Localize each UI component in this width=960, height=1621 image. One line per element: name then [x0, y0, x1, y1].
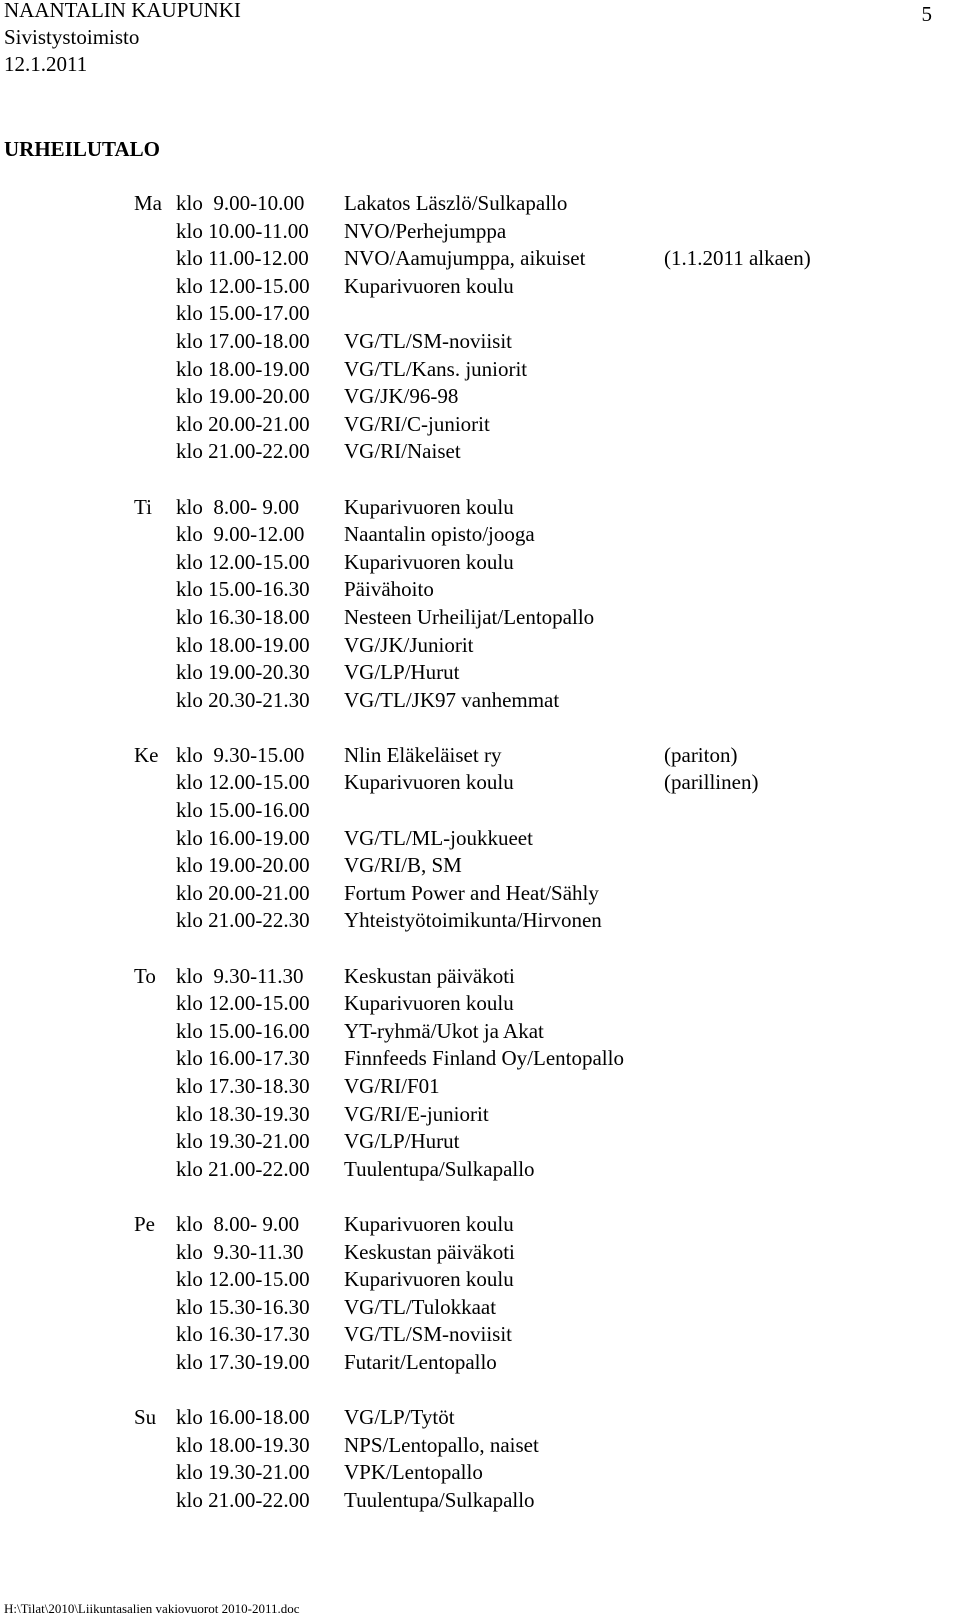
schedule-row [0, 1073, 960, 1101]
schedule-row [0, 1487, 960, 1515]
schedule-row [0, 659, 960, 687]
time-slot: klo 21.00-22.30 [176, 908, 310, 933]
time-slot: klo 18.00-19.00 [176, 632, 310, 657]
time-slot: klo 19.00-20.00 [176, 384, 310, 409]
schedule-row [0, 687, 960, 715]
activity-name: Keskustan päiväkoti [344, 963, 515, 988]
activity-name: VG/TL/Kans. juniorit [344, 356, 528, 381]
time-slot: klo 16.30-18.00 [176, 604, 310, 629]
schedule-row [0, 1459, 960, 1487]
time-slot: klo 20.00-21.00 [176, 880, 310, 905]
schedule-row [0, 328, 960, 356]
activity-name: VG/LP/Hurut [344, 1129, 460, 1154]
day-label: Su [134, 1405, 157, 1430]
activity-name: VG/JK/Juniorit [344, 632, 474, 657]
time-slot: klo 12.00-15.00 [176, 770, 310, 795]
time-slot: klo 12.00-15.00 [176, 1267, 310, 1292]
activity-name: VG/TL/SM-noviisit [344, 1322, 513, 1347]
schedule-row [0, 852, 960, 880]
schedule-row [0, 190, 960, 218]
activity-name: VG/RI/B, SM [344, 853, 462, 878]
day-block [0, 1211, 960, 1377]
time-slot: klo 10.00-11.00 [176, 218, 309, 243]
activity-name: Kuparivuoren koulu [344, 549, 514, 574]
time-slot: klo 17.30-18.30 [176, 1074, 310, 1098]
time-slot: klo 15.00-16.00 [176, 798, 310, 823]
time-slot: klo 12.00-15.00 [176, 273, 310, 298]
schedule-row [0, 576, 960, 604]
schedule-row [0, 549, 960, 577]
day-label: To [134, 963, 156, 988]
schedule-row [0, 411, 960, 439]
activity-name: VG/JK/96-98 [344, 384, 459, 409]
schedule-row [0, 1294, 960, 1322]
activity-name: NVO/Perhejumppa [344, 218, 507, 243]
activity-name: Päivähoito [344, 577, 434, 602]
time-slot: klo 19.00-20.30 [176, 660, 310, 685]
time-slot: klo 19.30-21.00 [176, 1460, 310, 1485]
time-slot: klo 9.00-12.00 [176, 522, 305, 547]
schedule-row [0, 769, 960, 797]
schedule-row [0, 218, 960, 246]
activity-name: Futarit/Lentopallo [344, 1349, 497, 1374]
time-slot: klo 21.00-22.00 [176, 1487, 310, 1512]
activity-name: Finnfeeds Finland Oy/Lentopallo [344, 1046, 624, 1071]
schedule-row [0, 825, 960, 853]
time-slot: klo 21.00-22.00 [176, 1156, 310, 1181]
schedule-row [0, 797, 960, 825]
day-block [0, 494, 960, 715]
activity-name: VG/TL/Tulokkaat [344, 1294, 497, 1319]
time-slot: klo 19.30-21.00 [176, 1129, 310, 1154]
time-slot: klo 15.00-16.30 [176, 577, 310, 602]
activity-name: VG/TL/ML-joukkueet [344, 825, 533, 850]
weekly-schedule [0, 190, 960, 1542]
time-slot: klo 15.00-17.00 [176, 301, 310, 326]
page-number: 5 [921, 2, 932, 26]
schedule-note: (1.1.2011 alkaen) [664, 246, 811, 271]
activity-name: Yhteistyötoimikunta/Hirvonen [344, 908, 602, 933]
schedule-row [0, 1404, 960, 1432]
activity-name: Kuparivuoren koulu [344, 494, 514, 519]
schedule-row [0, 273, 960, 301]
schedule-note: (pariton) [664, 742, 738, 767]
activity-name: Kuparivuoren koulu [344, 1211, 514, 1236]
activity-name: Naantalin opisto/jooga [344, 522, 535, 547]
activity-name: VPK/Lentopallo [344, 1460, 483, 1485]
schedule-row [0, 1211, 960, 1239]
schedule-row [0, 632, 960, 660]
schedule-row [0, 1156, 960, 1184]
time-slot: klo 15.00-16.00 [176, 1018, 310, 1043]
time-slot: klo 16.00-19.00 [176, 825, 310, 850]
time-slot: klo 16.30-17.30 [176, 1322, 310, 1347]
activity-name: Kuparivuoren koulu [344, 273, 514, 298]
schedule-row [0, 604, 960, 632]
activity-name: VG/TL/JK97 vanhemmat [344, 687, 560, 712]
time-slot: klo 8.00- 9.00 [176, 1211, 300, 1236]
time-slot: klo 21.00-22.00 [176, 439, 310, 464]
time-slot: klo 12.00-15.00 [176, 991, 310, 1016]
activity-name: VG/RI/E-juniorit [344, 1101, 489, 1126]
schedule-row [0, 1432, 960, 1460]
time-slot: klo 20.30-21.30 [176, 687, 310, 712]
day-block [0, 190, 960, 466]
schedule-row [0, 907, 960, 935]
schedule-row [0, 1239, 960, 1267]
schedule-row [0, 742, 960, 770]
day-label: Ti [134, 494, 152, 519]
activity-name: Fortum Power and Heat/Sähly [344, 880, 599, 905]
activity-name: VG/LP/Tytöt [344, 1405, 455, 1430]
schedule-row [0, 1018, 960, 1046]
time-slot: klo 9.30-11.30 [176, 1239, 304, 1264]
schedule-row [0, 1349, 960, 1377]
day-block [0, 742, 960, 935]
schedule-row [0, 356, 960, 384]
activity-name: VG/RI/F01 [344, 1074, 440, 1098]
day-block [0, 1404, 960, 1514]
time-slot: klo 20.00-21.00 [176, 411, 310, 436]
schedule-row [0, 300, 960, 328]
schedule-row [0, 880, 960, 908]
schedule-row [0, 1045, 960, 1073]
footer-file-path: H:\Tilat\2010\Liikuntasalien vakiovuorot 2010-2011.doc [4, 1601, 300, 1616]
activity-name: VG/TL/SM-noviisit [344, 328, 513, 353]
schedule-row [0, 1321, 960, 1349]
time-slot: klo 17.00-18.00 [176, 328, 310, 353]
day-label: Ke [134, 742, 159, 767]
activity-name: Nlin Eläkeläiset ry [344, 742, 502, 767]
schedule-row [0, 1101, 960, 1129]
day-label: Ma [134, 191, 162, 215]
time-slot: klo 15.30-16.30 [176, 1294, 310, 1319]
time-slot: klo 18.00-19.00 [176, 356, 310, 381]
activity-name: Nesteen Urheilijat/Lentopallo [344, 604, 595, 629]
schedule-row [0, 383, 960, 411]
time-slot: klo 17.30-19.00 [176, 1349, 310, 1374]
activity-name: VG/RI/C-juniorit [344, 411, 490, 436]
time-slot: klo 9.30-15.00 [176, 742, 305, 767]
schedule-row [0, 1266, 960, 1294]
activity-name: VG/RI/Naiset [344, 439, 461, 464]
schedule-note: (parillinen) [664, 770, 759, 795]
time-slot: klo 12.00-15.00 [176, 549, 310, 574]
activity-name: Lakatos Läszlö/Sulkapallo [344, 191, 568, 215]
time-slot: klo 16.00-17.30 [176, 1046, 310, 1071]
day-block [0, 963, 960, 1184]
page-title: URHEILUTALO [4, 137, 160, 161]
time-slot: klo 8.00- 9.00 [176, 494, 300, 519]
activity-name: YT-ryhmä/Ukot ja Akat [344, 1018, 544, 1043]
organization-name: NAANTALIN KAUPUNKI [4, 0, 241, 22]
time-slot: klo 18.30-19.30 [176, 1101, 310, 1126]
time-slot: klo 9.30-11.30 [176, 963, 304, 988]
activity-name: VG/LP/Hurut [344, 660, 460, 685]
activity-name: Tuulentupa/Sulkapallo [344, 1487, 535, 1512]
time-slot: klo 16.00-18.00 [176, 1405, 310, 1430]
activity-name: NPS/Lentopallo, naiset [344, 1432, 539, 1457]
activity-name: NVO/Aamujumppa, aikuiset [344, 246, 586, 271]
schedule-row [0, 990, 960, 1018]
day-label: Pe [134, 1211, 155, 1236]
schedule-row [0, 438, 960, 466]
schedule-row [0, 1128, 960, 1156]
activity-name: Kuparivuoren koulu [344, 991, 514, 1016]
time-slot: klo 19.00-20.00 [176, 853, 310, 878]
time-slot: klo 9.00-10.00 [176, 191, 305, 215]
time-slot: klo 11.00-12.00 [176, 246, 309, 271]
schedule-row [0, 494, 960, 522]
document-date: 12.1.2011 [4, 52, 88, 76]
schedule-row [0, 245, 960, 273]
activity-name: Kuparivuoren koulu [344, 770, 514, 795]
department-name: Sivistystoimisto [4, 25, 140, 49]
activity-name: Tuulentupa/Sulkapallo [344, 1156, 535, 1181]
time-slot: klo 18.00-19.30 [176, 1432, 310, 1457]
activity-name: Kuparivuoren koulu [344, 1267, 514, 1292]
activity-name: Keskustan päiväkoti [344, 1239, 515, 1264]
schedule-row [0, 963, 960, 991]
schedule-row [0, 521, 960, 549]
